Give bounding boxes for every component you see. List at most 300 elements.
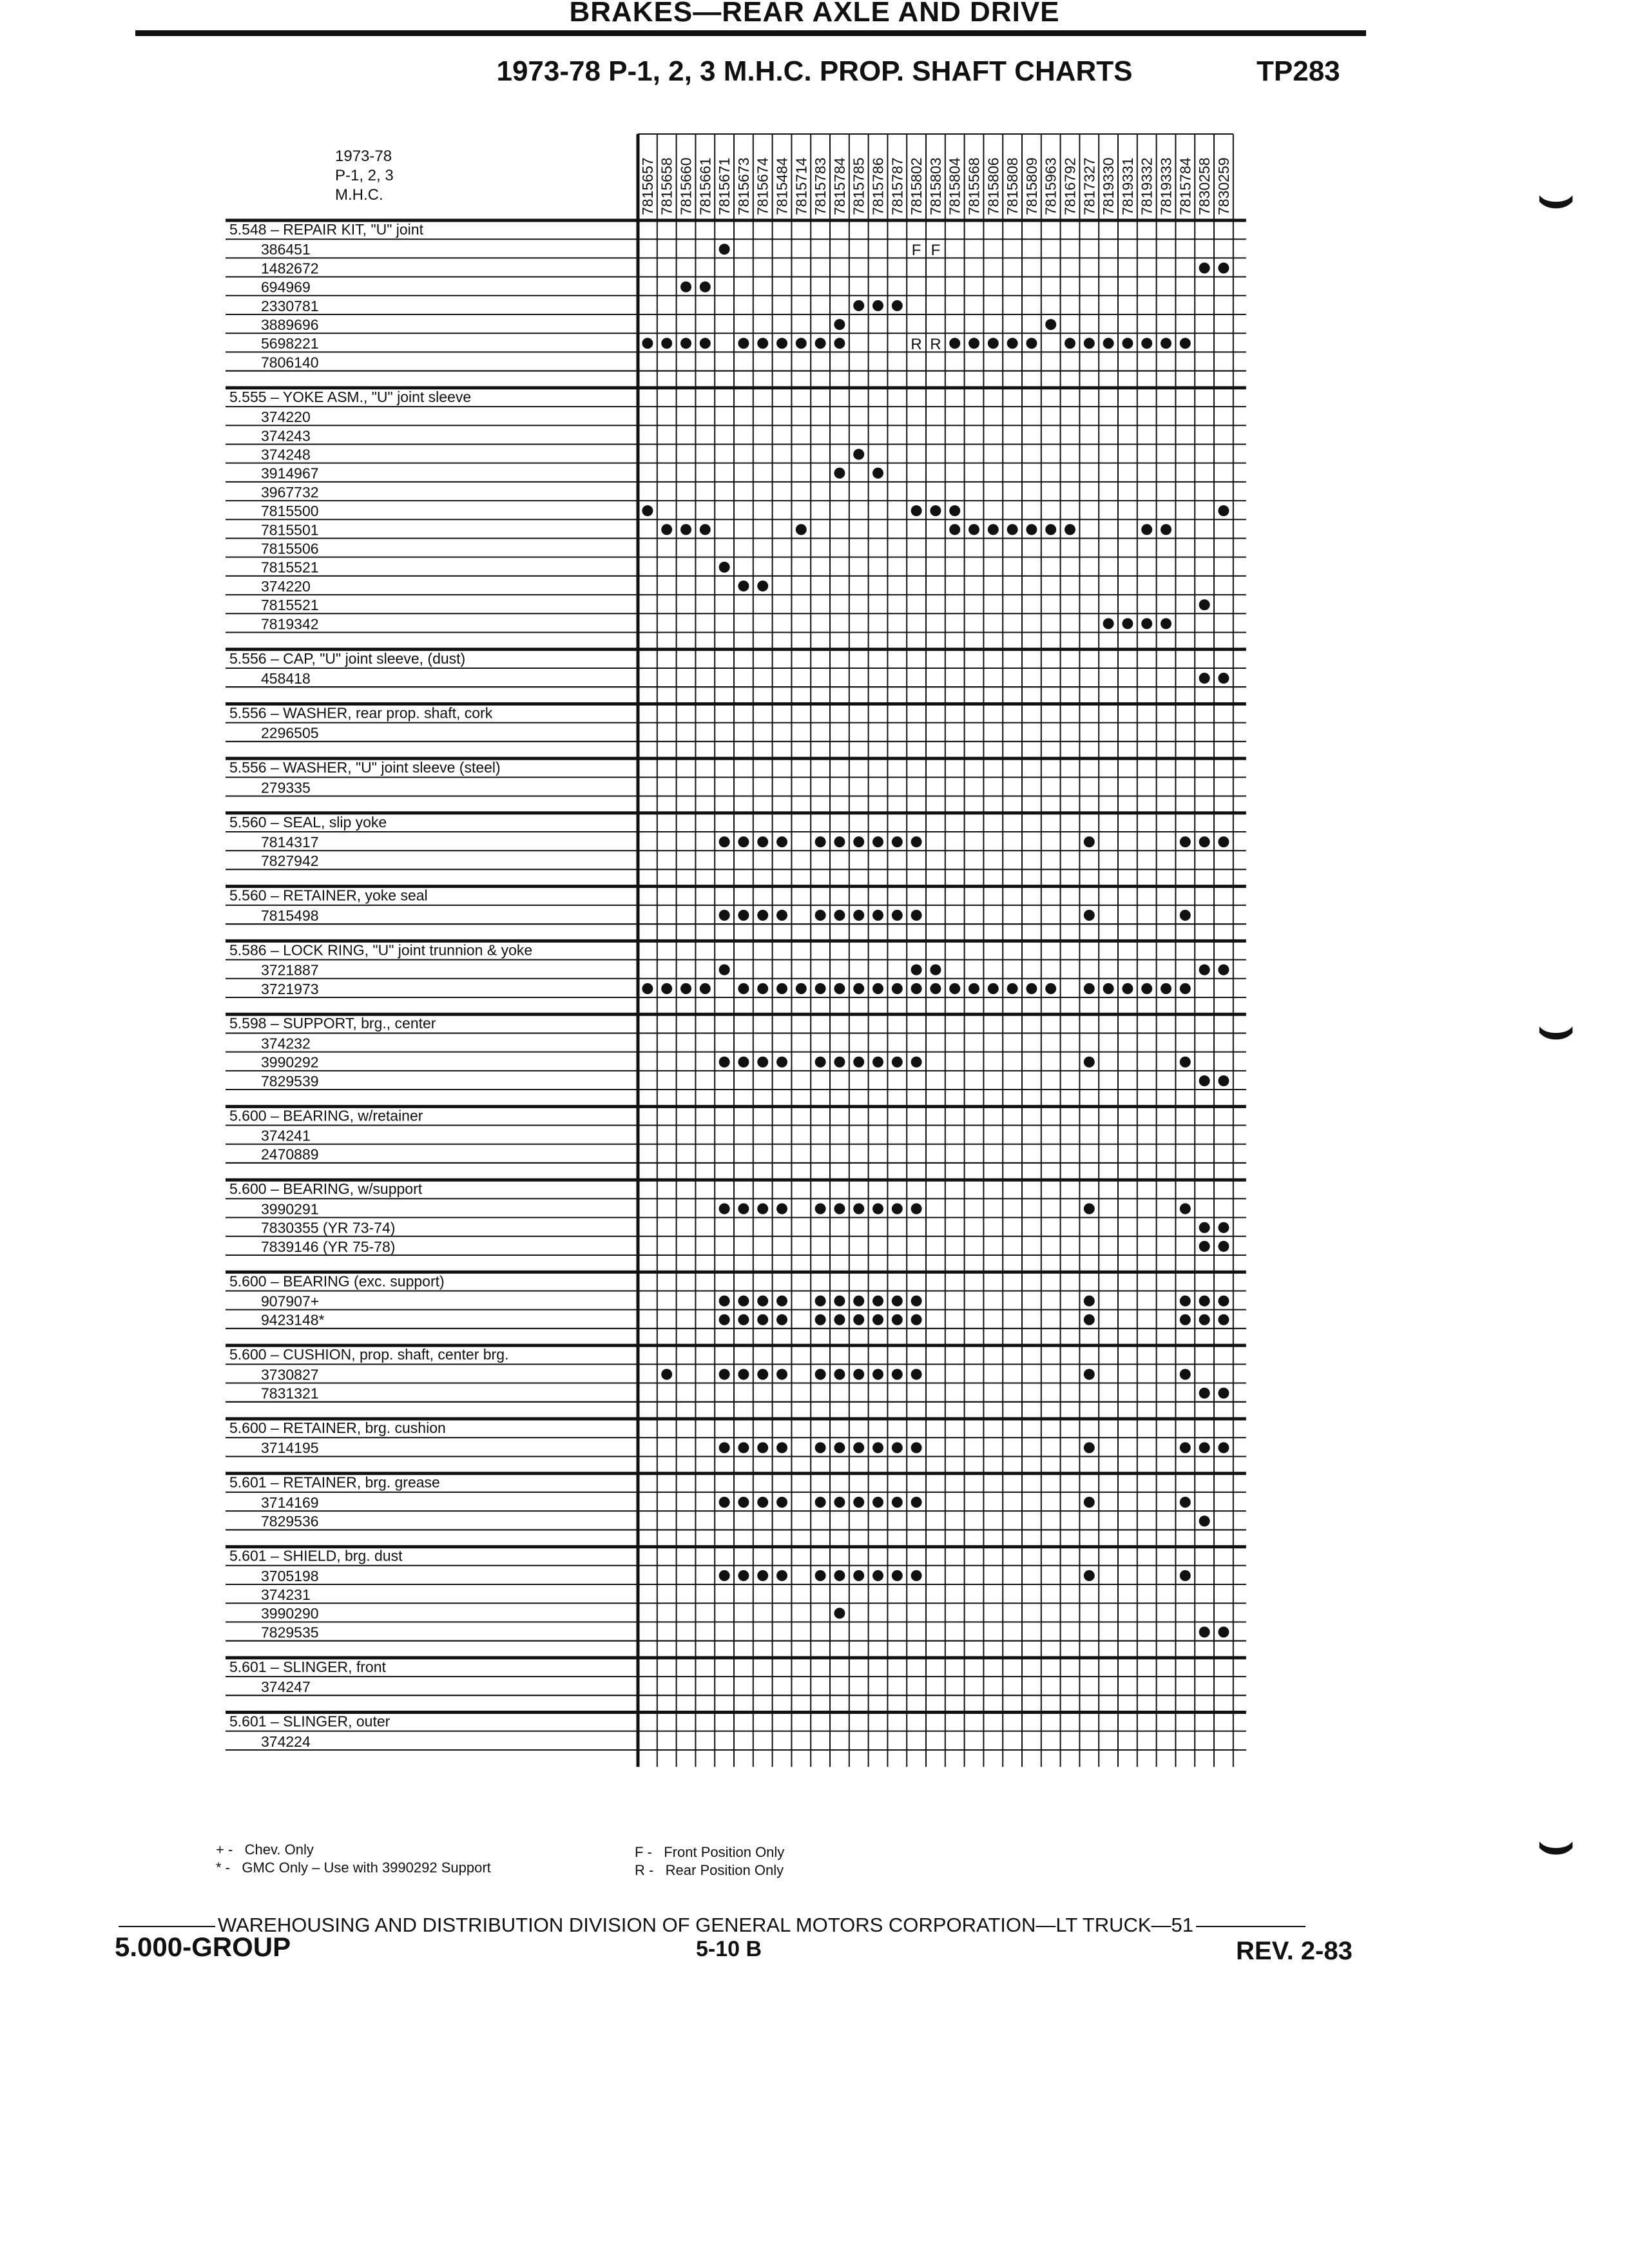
fitment-dot — [1199, 1627, 1210, 1638]
fitment-dot — [757, 910, 768, 921]
part-number: 279335 — [261, 779, 311, 796]
fitment-dot — [815, 983, 826, 994]
part-number: 458418 — [261, 669, 311, 687]
fitment-dot — [834, 836, 845, 847]
column-header: 7816792 — [1061, 157, 1079, 215]
fitment-dot — [911, 910, 922, 921]
fitment-dot — [661, 1369, 672, 1379]
fitment-dot — [719, 836, 730, 847]
part-number: 2470889 — [261, 1146, 319, 1163]
fitment-dot — [1218, 505, 1229, 516]
fitment-dot — [1084, 836, 1095, 847]
column-header: 7815803 — [927, 157, 944, 215]
fitment-dot — [853, 1369, 864, 1379]
column-header: 7815808 — [1004, 157, 1021, 215]
fitment-dot — [1026, 524, 1037, 535]
fitment-dot — [1199, 965, 1210, 975]
fitment-dot — [1084, 1442, 1095, 1453]
fitment-dot — [1199, 1515, 1210, 1526]
fitment-dot — [911, 836, 922, 847]
section-title: 5.600 – BEARING, w/support — [229, 1180, 423, 1198]
fitment-dot — [757, 836, 768, 847]
fitment-dot — [719, 1057, 730, 1068]
fitment-dot — [1180, 1570, 1191, 1581]
column-header: 7815671 — [716, 157, 733, 215]
fitment-dot — [1218, 965, 1229, 975]
fitment-dot — [911, 1369, 922, 1379]
fitment-dot — [892, 1570, 903, 1581]
fitment-dot — [853, 1570, 864, 1581]
fitment-dot — [1045, 524, 1056, 535]
fitment-dot — [1141, 338, 1152, 349]
fitment-dot — [796, 524, 807, 535]
fitment-dot — [719, 910, 730, 921]
footnote-symbol: R - — [635, 1862, 654, 1878]
part-number: 3714169 — [261, 1494, 319, 1511]
fitment-dot — [1007, 524, 1018, 535]
fitment-dot — [776, 1204, 787, 1215]
section-title: 5.600 – BEARING (exc. support) — [229, 1273, 445, 1290]
part-number: 7815498 — [261, 907, 319, 924]
column-header: 7819331 — [1119, 157, 1136, 215]
part-number: 2330781 — [261, 297, 319, 314]
fitment-dot — [1199, 599, 1210, 610]
fitment-dot — [1218, 1388, 1229, 1399]
fitment-dot — [853, 449, 864, 460]
fitment-dot — [892, 1296, 903, 1307]
fitment-dot — [1141, 618, 1152, 629]
fitment-dot — [834, 1570, 845, 1581]
fitment-dot — [872, 1314, 883, 1325]
fitment-dot — [853, 1497, 864, 1508]
part-number: 7815500 — [261, 503, 319, 520]
fitment-dot — [1084, 910, 1095, 921]
fitment-dot — [892, 1204, 903, 1215]
fitment-dot — [872, 468, 883, 479]
fitment-dot — [1180, 836, 1191, 847]
section-title: 5.600 – CUSHION, prop. shaft, center brg. — [229, 1346, 509, 1363]
model-series: P-1, 2, 3 — [335, 167, 394, 184]
column-header: 7815786 — [869, 157, 887, 215]
fitment-dot — [738, 836, 749, 847]
fitment-dot — [872, 1204, 883, 1215]
fitment-dot — [892, 1497, 903, 1508]
footer-page-number: 5-10 B — [696, 1937, 762, 1961]
model-years: 1973-78 — [335, 148, 392, 165]
fitment-dot — [1218, 1442, 1229, 1453]
fitment-dot — [1084, 1314, 1095, 1325]
section-title: 5.601 – SLINGER, front — [229, 1658, 386, 1675]
footnote-text: Chev. Only — [244, 1841, 314, 1858]
fitment-dot — [1218, 1075, 1229, 1086]
column-header: 7815658 — [658, 157, 675, 215]
fitment-dot — [834, 319, 845, 330]
fitment-dot — [642, 983, 653, 994]
fitment-dot — [738, 1204, 749, 1215]
part-number: 7830355 (YR 73-74) — [261, 1219, 396, 1236]
fitment-dot — [680, 983, 691, 994]
fitment-dot — [969, 338, 979, 349]
fitment-dot — [815, 1570, 826, 1581]
fitment-dot — [1161, 983, 1171, 994]
fitment-dot — [815, 338, 826, 349]
part-number: 7815521 — [261, 597, 319, 614]
fitment-dot — [738, 1497, 749, 1508]
fitment-dot — [1218, 1241, 1229, 1252]
fitment-dot — [1218, 263, 1229, 274]
section-title: 5.601 – SHIELD, brg. dust — [229, 1547, 403, 1564]
fitment-dot — [776, 983, 787, 994]
fitment-dot — [872, 983, 883, 994]
part-number: 7815501 — [261, 521, 319, 539]
column-header: 7815673 — [735, 157, 752, 215]
fitment-dot — [911, 1497, 922, 1508]
fitment-dot — [892, 300, 903, 311]
part-number: 3990291 — [261, 1200, 319, 1218]
fitment-dot — [1084, 1057, 1095, 1068]
fitment-dot — [815, 1296, 826, 1307]
fitment-dot — [1180, 1497, 1191, 1508]
section-title: 5.586 – LOCK RING, "U" joint trunnion & yoke — [229, 941, 533, 959]
fitment-dot — [853, 300, 864, 311]
part-number: 7839146 (YR 75-78) — [261, 1238, 396, 1255]
column-header: 7815787 — [889, 157, 906, 215]
fitment-dot — [738, 1296, 749, 1307]
fitment-dot — [757, 1204, 768, 1215]
fitment-dot — [911, 1442, 922, 1453]
part-number: 374241 — [261, 1127, 311, 1144]
fitment-dot — [757, 983, 768, 994]
fitment-dot — [892, 1057, 903, 1068]
part-number: 374220 — [261, 577, 311, 595]
fitment-dot — [738, 1314, 749, 1325]
chart-code: TP283 — [1257, 55, 1340, 87]
fitment-letter: F — [911, 241, 921, 259]
fitment-dot — [911, 983, 922, 994]
fitment-dot — [661, 524, 672, 535]
fitment-dot — [776, 1314, 787, 1325]
binder-mark: ⌣ — [1537, 165, 1576, 229]
part-number: 7827942 — [261, 852, 319, 870]
column-header: 7815674 — [754, 157, 771, 215]
fitment-dot — [700, 524, 711, 535]
fitment-dot — [1199, 1241, 1210, 1252]
fitment-dot — [719, 1497, 730, 1508]
section-title: 5.600 – RETAINER, brg. cushion — [229, 1419, 446, 1437]
fitment-dot — [776, 1497, 787, 1508]
fitment-dot — [1199, 836, 1210, 847]
fitment-dot — [834, 1057, 845, 1068]
fitment-dot — [1122, 618, 1133, 629]
fitment-dot — [853, 1314, 864, 1325]
fitment-dot — [738, 1369, 749, 1379]
fitment-dot — [1199, 1222, 1210, 1233]
part-number: 3914967 — [261, 465, 319, 482]
fitment-dot — [757, 1314, 768, 1325]
column-header: 7819333 — [1157, 157, 1175, 215]
column-header: 7815784 — [1177, 157, 1194, 215]
column-header: 7815809 — [1023, 157, 1040, 215]
fitment-dot — [834, 1204, 845, 1215]
fitment-dot — [719, 1296, 730, 1307]
column-header: 7815568 — [965, 157, 983, 215]
fitment-dot — [834, 1442, 845, 1453]
fitment-dot — [719, 562, 730, 573]
fitment-dot — [757, 1497, 768, 1508]
fitment-dot — [700, 282, 711, 293]
fitment-dot — [738, 581, 749, 591]
fitment-dot — [1218, 1314, 1229, 1325]
fitment-dot — [872, 1057, 883, 1068]
fitment-dot — [738, 983, 749, 994]
footer-rule-left — [119, 1926, 215, 1927]
part-number: 7815506 — [261, 540, 319, 557]
fitment-dot — [988, 338, 999, 349]
column-header: 7815802 — [908, 157, 925, 215]
fitment-dot — [911, 1296, 922, 1307]
part-number: 3990290 — [261, 1605, 319, 1622]
fitment-dot — [1180, 1057, 1191, 1068]
fitment-dot — [949, 338, 960, 349]
fitment-dot — [949, 505, 960, 516]
fitment-dot — [1007, 983, 1018, 994]
footnote-front — [635, 1844, 784, 1861]
footnote-rear — [635, 1862, 784, 1879]
fitment-dot — [1026, 338, 1037, 349]
part-number: 374220 — [261, 408, 311, 426]
fitment-dot — [1218, 673, 1229, 684]
fitment-dot — [911, 1057, 922, 1068]
fitment-letter: F — [930, 241, 941, 259]
part-number: 3714195 — [261, 1439, 319, 1457]
fitment-dot — [1084, 983, 1095, 994]
fitment-dot — [1218, 1296, 1229, 1307]
fitment-dot — [1180, 1204, 1191, 1215]
part-number: 7815521 — [261, 559, 319, 576]
fitment-dot — [700, 338, 711, 349]
fitment-dot — [1218, 836, 1229, 847]
fitment-dot — [642, 505, 653, 516]
column-header: 7817327 — [1081, 157, 1098, 215]
fitment-dot — [872, 1369, 883, 1379]
section-title: 5.560 – SEAL, slip yoke — [229, 813, 387, 831]
part-number: 7831321 — [261, 1385, 319, 1402]
fitment-dot — [680, 338, 691, 349]
fitment-dot — [911, 965, 922, 975]
fitment-dot — [872, 1296, 883, 1307]
part-number: 5698221 — [261, 335, 319, 352]
fitment-dot — [969, 524, 979, 535]
fitment-dot — [757, 338, 768, 349]
column-header: 7815785 — [850, 157, 867, 215]
fitment-dot — [776, 338, 787, 349]
section-title: 5.560 – RETAINER, yoke seal — [229, 887, 428, 904]
footer-rule-right — [1196, 1926, 1306, 1927]
fitment-dot — [1084, 1497, 1095, 1508]
fitment-dot — [969, 983, 979, 994]
fitment-dot — [1199, 1388, 1210, 1399]
part-number: 386451 — [261, 241, 311, 258]
fitment-dot — [892, 1314, 903, 1325]
fitment-dot — [834, 910, 845, 921]
binder-mark: ⌣ — [1537, 1811, 1576, 1876]
section-title: BRAKES—REAR AXLE AND DRIVE — [569, 0, 1060, 28]
fitment-dot — [1180, 983, 1191, 994]
column-header: 7815783 — [812, 157, 829, 215]
fitment-dot — [1045, 319, 1056, 330]
column-header: 7819332 — [1138, 157, 1155, 215]
part-number: 1482672 — [261, 260, 319, 277]
fitment-dot — [1045, 983, 1056, 994]
fitment-dot — [834, 1314, 845, 1325]
fitment-dot — [815, 1497, 826, 1508]
fitment-dot — [776, 1057, 787, 1068]
fitment-dot — [834, 1296, 845, 1307]
fitment-dot — [1084, 1570, 1095, 1581]
fitment-dot — [853, 836, 864, 847]
fitment-dot — [834, 468, 845, 479]
column-header: 7815784 — [831, 157, 848, 215]
fitment-dot — [949, 983, 960, 994]
fitment-dot — [661, 983, 672, 994]
fitment-dot — [1122, 983, 1133, 994]
fitment-dot — [757, 1057, 768, 1068]
fitment-dot — [930, 505, 941, 516]
fitment-dot — [872, 1570, 883, 1581]
part-number: 7814317 — [261, 834, 319, 850]
part-number: 3990292 — [261, 1053, 319, 1071]
fitment-dot — [1218, 1222, 1229, 1233]
fitment-dot — [834, 1608, 845, 1619]
fitment-dot — [930, 965, 941, 975]
fitment-dot — [738, 1570, 749, 1581]
fitment-dot — [892, 836, 903, 847]
fitment-dot — [1103, 338, 1114, 349]
fitment-dot — [1065, 338, 1075, 349]
fitment-dot — [853, 1442, 864, 1453]
binder-mark: ⌣ — [1537, 996, 1576, 1061]
fitment-dot — [757, 1442, 768, 1453]
footnote-symbol: + - — [216, 1841, 233, 1858]
part-number: 374224 — [261, 1733, 311, 1750]
fitment-dot — [1199, 263, 1210, 274]
fitment-dot — [719, 1369, 730, 1379]
section-title: 5.600 – BEARING, w/retainer — [229, 1107, 423, 1124]
fitment-dot — [911, 505, 922, 516]
fitment-dot — [776, 910, 787, 921]
fitment-dot — [719, 1204, 730, 1215]
part-number: 374247 — [261, 1678, 311, 1696]
fitment-dot — [738, 1057, 749, 1068]
fitment-dot — [911, 1204, 922, 1215]
fitment-dot — [892, 910, 903, 921]
fitment-dot — [1199, 673, 1210, 684]
fitment-dot — [1161, 338, 1171, 349]
fitment-dot — [1026, 983, 1037, 994]
fitment-dot — [719, 1570, 730, 1581]
fitment-dot — [1103, 618, 1114, 629]
fitment-dot — [1084, 1204, 1095, 1215]
fitment-dot — [719, 244, 730, 255]
fitment-dot — [719, 1442, 730, 1453]
footnote-symbol: * - — [216, 1860, 230, 1876]
fitment-dot — [872, 910, 883, 921]
fitment-dot — [719, 965, 730, 975]
footer-division-text: WAREHOUSING AND DISTRIBUTION DIVISION OF GENERAL MOTORS CORPORATION—LT TRUCK—51 — [218, 1914, 1194, 1936]
fitment-dot — [738, 910, 749, 921]
fitment-dot — [988, 983, 999, 994]
fitment-dot — [872, 300, 883, 311]
fitment-dot — [1084, 1296, 1095, 1307]
fitment-dot — [911, 1314, 922, 1325]
part-number: 374243 — [261, 427, 311, 445]
part-number: 7829539 — [261, 1072, 319, 1090]
fitment-dot — [1199, 1314, 1210, 1325]
column-header: 7815661 — [697, 157, 714, 215]
column-header: 7830258 — [1196, 157, 1213, 215]
fitment-dot — [872, 836, 883, 847]
section-title: 5.556 – WASHER, "U" joint sleeve (steel) — [229, 759, 501, 776]
fitment-dot — [892, 983, 903, 994]
fitment-dot — [776, 836, 787, 847]
fitment-dot — [892, 1442, 903, 1453]
fitment-dot — [911, 1570, 922, 1581]
fitment-dot — [1065, 524, 1075, 535]
fitment-dot — [853, 1204, 864, 1215]
fitment-dot — [815, 1314, 826, 1325]
part-number: 7829536 — [261, 1513, 319, 1530]
fitment-dot — [815, 1369, 826, 1379]
footer-group: 5.000-GROUP — [115, 1932, 291, 1962]
part-number: 3721973 — [261, 980, 319, 997]
footnote-text: GMC Only – Use with 3990292 Support — [242, 1860, 491, 1876]
column-header: 7815484 — [773, 157, 791, 215]
fitment-dot — [1180, 1296, 1191, 1307]
section-title: 5.601 – SLINGER, outer — [229, 1713, 390, 1730]
section-title: 5.598 – SUPPORT, brg., center — [229, 1015, 436, 1032]
fitment-dot — [680, 282, 691, 293]
fitment-dot — [757, 581, 768, 591]
fitment-dot — [796, 338, 807, 349]
section-title: 5.556 – CAP, "U" joint sleeve, (dust) — [229, 649, 466, 667]
fitment-dot — [680, 524, 691, 535]
model-type: M.H.C. — [335, 186, 383, 204]
part-number: 907907+ — [261, 1293, 320, 1310]
fitment-dot — [853, 1057, 864, 1068]
fitment-dot — [1180, 910, 1191, 921]
fitment-dot — [815, 1057, 826, 1068]
fitment-dot — [1141, 983, 1152, 994]
fitment-dot — [1180, 1442, 1191, 1453]
footnote-gmc — [216, 1860, 491, 1876]
fitment-dot — [738, 338, 749, 349]
fitment-dot — [776, 1369, 787, 1379]
part-number: 374248 — [261, 446, 311, 463]
fitment-dot — [1141, 524, 1152, 535]
fitment-dot — [757, 1296, 768, 1307]
fitment-dot — [776, 1296, 787, 1307]
part-number: 7819342 — [261, 615, 319, 633]
part-number: 3967732 — [261, 483, 319, 501]
column-header: 7815806 — [985, 157, 1002, 215]
fitment-dot — [1199, 1296, 1210, 1307]
fitment-dot — [892, 1369, 903, 1379]
section-title: 5.556 – WASHER, rear prop. shaft, cork — [229, 704, 493, 722]
fitment-dot — [815, 1442, 826, 1453]
fitment-dot — [776, 1570, 787, 1581]
section-title: 5.555 – YOKE ASM., "U" joint sleeve — [229, 388, 472, 405]
fitment-dot — [719, 1314, 730, 1325]
